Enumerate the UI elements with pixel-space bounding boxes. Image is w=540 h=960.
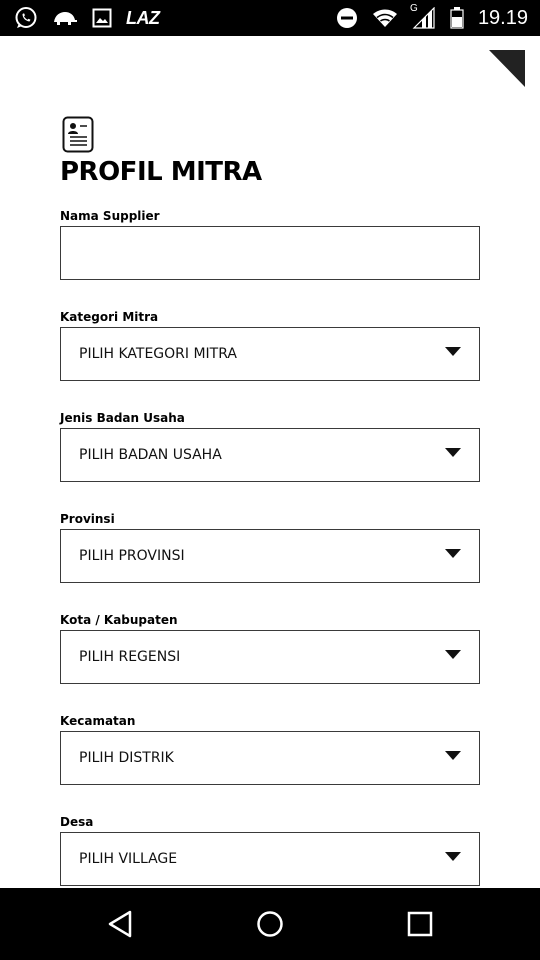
city-label: Kota / Kabupaten: [60, 613, 178, 627]
village-field: [60, 814, 480, 886]
supplier-name-input[interactable]: [61, 227, 479, 279]
village-select[interactable]: [60, 832, 480, 886]
supplier-name-label: Nama Supplier: [60, 209, 160, 223]
partner-category-field: [60, 309, 480, 381]
status-bar: [0, 0, 540, 36]
whatsapp-icon: [14, 6, 38, 30]
battery-icon: [450, 7, 464, 29]
city-select[interactable]: [60, 630, 480, 684]
dropdown-arrow-icon: [445, 751, 461, 760]
page-title: PROFIL MITRA: [60, 157, 262, 187]
partner-category-value: PILIH KATEGORI MITRA: [79, 346, 237, 362]
district-select[interactable]: [60, 731, 480, 785]
partner-category-label: Kategori Mitra: [60, 310, 159, 324]
business-entity-value: PILIH BADAN USAHA: [79, 447, 222, 463]
dropdown-arrow-icon: [445, 549, 461, 558]
do-not-disturb-icon: [336, 7, 358, 29]
province-select[interactable]: [60, 529, 480, 583]
dropdown-arrow-icon: [445, 448, 461, 457]
city-field: [60, 612, 480, 684]
business-entity-label: Jenis Badan Usaha: [60, 411, 185, 425]
province-field: [60, 511, 480, 583]
village-label: Desa: [60, 815, 94, 829]
network-type-label: G: [409, 3, 418, 14]
turtle-icon: [52, 10, 78, 26]
province-label: Provinsi: [60, 512, 115, 526]
home-icon: [256, 910, 284, 938]
district-label: Kecamatan: [60, 714, 136, 728]
province-value: PILIH PROVINSI: [79, 548, 185, 564]
profile-card-icon: [62, 116, 94, 153]
partner-category-select[interactable]: [60, 327, 480, 381]
clock: 19.19: [477, 6, 528, 29]
wifi-icon: [372, 8, 398, 28]
status-right: [336, 0, 528, 36]
dropdown-arrow-icon: [445, 347, 461, 356]
recents-icon: [407, 911, 433, 937]
supplier-name-field: [60, 208, 480, 280]
district-field: [60, 713, 480, 785]
home-button[interactable]: [230, 888, 310, 960]
dropdown-arrow-icon: [445, 650, 461, 659]
recents-button[interactable]: [380, 888, 460, 960]
corner-menu-triangle-icon[interactable]: [489, 50, 525, 87]
back-button[interactable]: [80, 888, 160, 960]
city-value: PILIH REGENSI: [79, 649, 181, 665]
back-icon: [107, 910, 133, 938]
supplier-name-box: [60, 226, 480, 280]
signal-icon: [409, 3, 436, 29]
business-entity-field: [60, 410, 480, 482]
dropdown-arrow-icon: [445, 852, 461, 861]
business-entity-select[interactable]: [60, 428, 480, 482]
village-value: PILIH VILLAGE: [79, 851, 178, 867]
gallery-icon: [92, 8, 112, 28]
navigation-bar: [0, 888, 540, 960]
carrier-label: LAZ: [126, 7, 160, 28]
district-value: PILIH DISTRIK: [79, 750, 174, 766]
status-left: [14, 0, 160, 36]
